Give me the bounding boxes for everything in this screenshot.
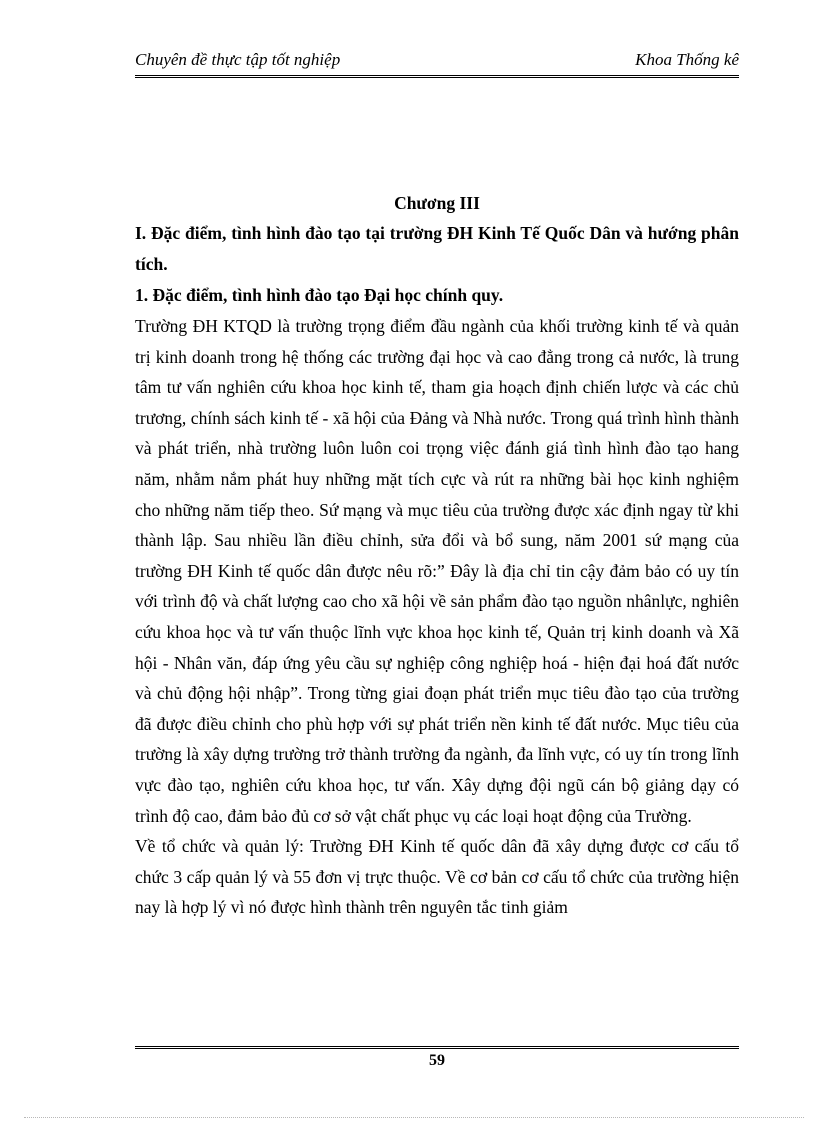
header-document-type: Chuyên đề thực tập tốt nghiệp <box>135 50 341 69</box>
paragraph-organization: Về tổ chức và quản lý: Trường ĐH Kinh tế quốc dân đã xây dựng được cơ cấu tổ chức 3 cấp quản lý và 55 đơn vị trực thuộc. Về cơ bản cơ cấu tổ chức của trường hiện nay là hợp lý vì nó được hình thành trên nguyên tắc tinh giảm <box>135 836 739 918</box>
header-department: Khoa Thống kê <box>635 50 739 69</box>
subsection-title: 1. Đặc điểm, tình hình đào tạo Đại học chính quy. <box>135 285 504 305</box>
footer-rule <box>135 1046 739 1049</box>
page-edge-divider <box>24 1117 804 1118</box>
section-title: I. Đặc điểm, tình hình đào tạo tại trường ĐH Kinh Tế Quốc Dân và hướng phân tích. <box>135 223 739 274</box>
page-body <box>135 190 739 923</box>
page-number: 59 <box>429 1052 445 1069</box>
page-header <box>135 49 739 78</box>
paragraph-mission: Trường ĐH KTQD là trường trọng điểm đầu ngành của khối trường kinh tế và quản trị kinh doanh trong hệ thống các trường đại học và cao đẳng trong cả nước, là trung tâm tư vấn nghiên cứu khoa học kinh tế, tham gia hoạch định chiến lược và các chủ trương, chính sách kinh tế - xã hội của Đảng và Nhà nước. Trong quá trình hình thành và phát triển, nhà trường luôn luôn coi trọng việc đánh giá tình hình đào tạo hang năm, nhằm nắm phát huy những mặt tích cực và rút ra những bài học kinh nghiệm cho những năm tiếp theo. Sứ mạng và mục tiêu của trường được xác định ngay từ khi thành lập. Sau nhiều lần điều chỉnh, sửa đổi và bổ sung, năm 2001 sứ mạng của trường ĐH Kinh tế quốc dân được nêu rõ:” Đây là địa chỉ tin cậy đảm bảo có uy tín với trình độ và chất lượng cao cho xã hội về sản phẩm đào tạo nguồn nhânlực, nghiên cứu khoa học và tư vấn thuộc lĩnh vực khoa học kinh tế, Quản trị kinh doanh và Xã hội - Nhân văn, đáp ứng yêu cầu sự nghiệp công nghiệp hoá - hiện đại hoá đất nước và chủ động hội nhập”. Trong từng giai đoạn phát triển mục tiêu đào tạo của trường đã được điều chỉnh cho phù hợp với sự phát triển nền kinh tế đất nước. Mục tiêu của trường là xây dựng trường trở thành trường đa ngành, đa lĩnh vực, có uy tín trong lĩnh vực đào tạo, nghiên cứu khoa học, tư vấn. Xây dựng đội ngũ cán bộ giảng dạy có trình độ cao, đảm bảo đủ cơ sở vật chất phục vụ các loại hoạt động của Trường. <box>135 316 739 826</box>
chapter-title: Chương III <box>394 193 480 213</box>
